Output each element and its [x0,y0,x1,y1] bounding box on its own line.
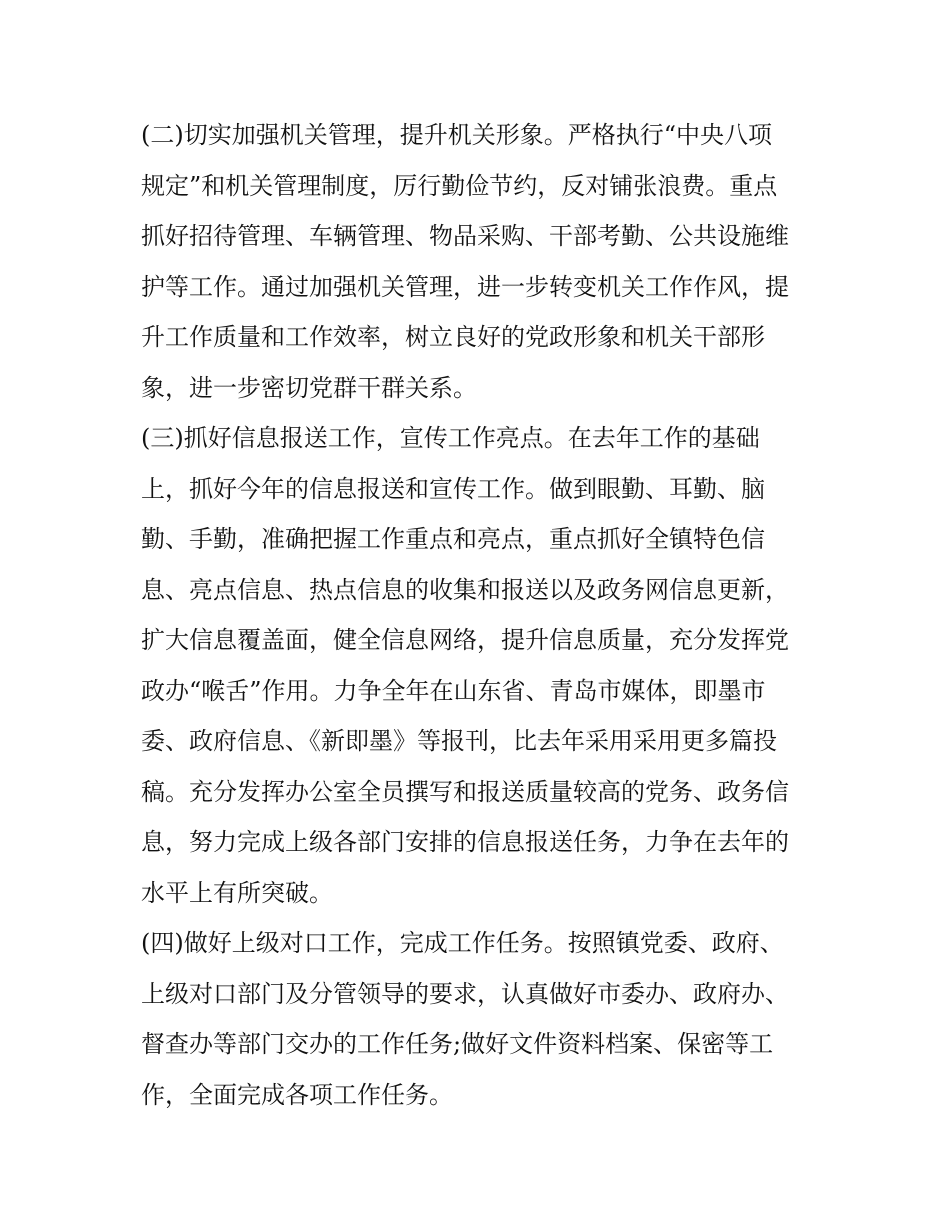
text-line: 上级对口部门及分管领导的要求，认真做好市委办、政府办、 [141,979,789,1008]
text-line: 政办“喉舌”作用。力争全年在山东省、青岛市媒体，即墨市 [141,676,766,705]
text-line: 规定”和机关管理制度，厉行勤俭节约，反对铺张浪费。重点 [141,171,778,200]
text-line: 扩大信息覆盖面，健全信息网络，提升信息质量，充分发挥党 [141,626,789,654]
text-line: 委、政府信息、《新即墨》等报刊，比去年采用采用更多篇投 [141,727,777,755]
text-line: 升工作质量和工作效率，树立良好的党政形象和机关干部形 [141,323,765,351]
text-line: 稿。充分发挥办公室全员撰写和报送质量较高的党务、政务信 [141,777,789,806]
text-line: 护等工作。通过加强机关管理，进一步转变机关工作作风，提 [141,272,789,301]
document-body [141,110,821,1120]
text-line: 水平上有所突破。 [141,878,333,907]
text-line: 上，抓好今年的信息报送和宣传工作。做到眼勤、耳勤、脑 [141,474,765,503]
text-line: 作，全面完成各项工作任务。 [141,1080,453,1109]
text-line: 象，进一步密切党群干群关系。 [141,373,477,402]
text-line: 督查办等部门交办的工作任务;做好文件资料档案、保密等工 [141,1030,774,1058]
text-line: (四)做好上级对口工作，完成工作任务。按照镇党委、政府、 [141,929,784,957]
text-line: (三)抓好信息报送工作，宣传工作亮点。在去年工作的基础 [141,424,760,452]
text-line: 息、亮点信息、热点信息的收集和报送以及政务网信息更新， [141,575,789,604]
text-line: 勤、手勤，准确把握工作重点和亮点，重点抓好全镇特色信 [141,525,765,553]
text-line: 抓好招待管理、车辆管理、物品采购、干部考勤、公共设施维 [141,222,789,250]
text-line: (二)切实加强机关管理，提升机关形象。严格执行“中央八项 [141,121,772,149]
text-line: 息，努力完成上级各部门安排的信息报送任务，力争在去年的 [141,828,789,856]
